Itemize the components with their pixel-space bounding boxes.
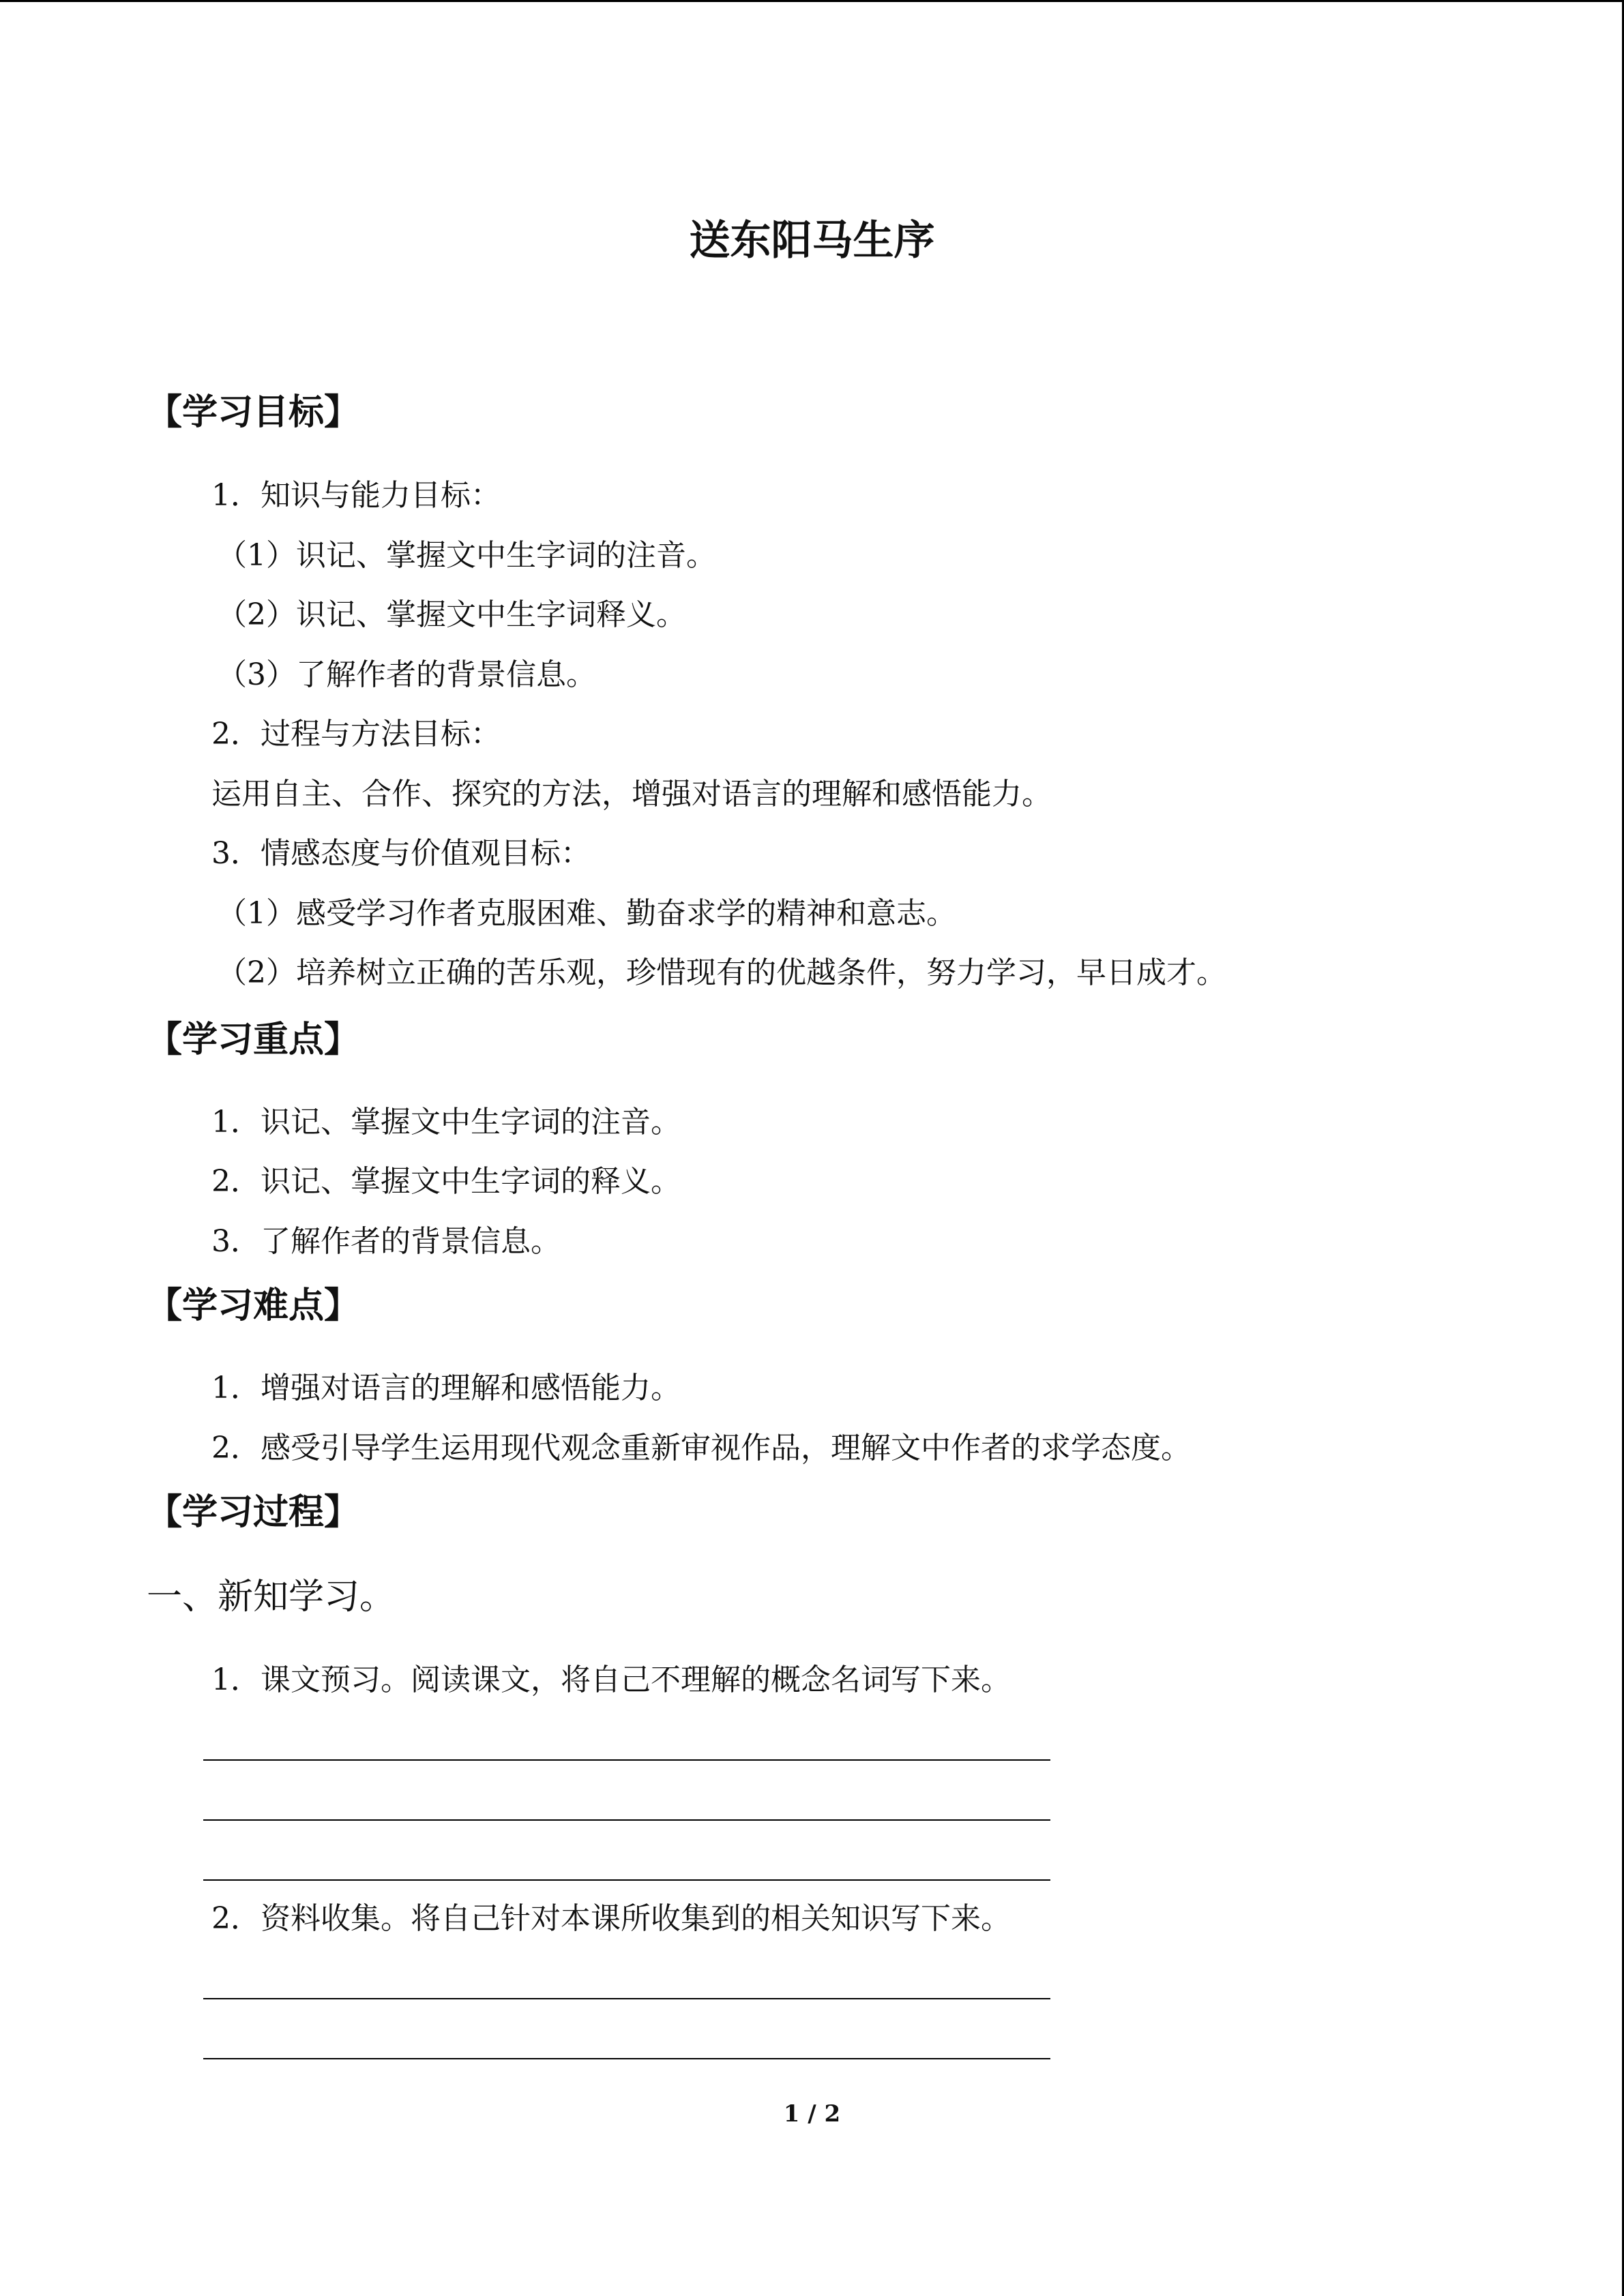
- heading-learning-process: 【学习过程】: [147, 1492, 360, 1533]
- goal-line-3: （2）识记、掌握文中生字词释义。: [217, 597, 686, 632]
- answer-line[interactable]: [203, 1879, 1050, 1881]
- question-2: 2．资料收集。将自己针对本课所收集到的相关知识写下来。: [211, 1901, 1011, 1936]
- heading-difficulties: 【学习难点】: [147, 1285, 360, 1326]
- goal-line-9: （2）培养树立正确的苦乐观，珍惜现有的优越条件，努力学习，早日成才。: [217, 955, 1226, 990]
- goal-line-2: （1）识记、掌握文中生字词的注音。: [217, 538, 716, 573]
- goal-line-7: 3．情感态度与价值观目标：: [211, 836, 591, 871]
- answer-line[interactable]: [203, 1759, 1050, 1761]
- page-number: 1 / 2: [783, 2100, 841, 2128]
- answer-line[interactable]: [203, 1819, 1050, 1821]
- answer-line[interactable]: [203, 1998, 1050, 1999]
- question-1: 1．课文预习。阅读课文，将自己不理解的概念名词写下来。: [211, 1663, 1011, 1697]
- goal-line-4: （3）了解作者的背景信息。: [217, 657, 596, 692]
- goal-line-1: 1．知识与能力目标：: [211, 478, 501, 513]
- difficulty-line-2: 2．感受引导学生运用现代观念重新审视作品，理解文中作者的求学态度。: [211, 1431, 1191, 1465]
- goal-line-6: 运用自主、合作、探究的方法，增强对语言的理解和感悟能力。: [211, 777, 1052, 811]
- answer-line[interactable]: [203, 2058, 1050, 2059]
- goal-line-5: 2．过程与方法目标：: [211, 717, 501, 751]
- document-title: 送东阳马生序: [689, 217, 935, 265]
- key-point-line-1: 1．识记、掌握文中生字词的注音。: [211, 1105, 681, 1139]
- page-border-top: [0, 0, 1624, 2]
- difficulty-line-1: 1．增强对语言的理解和感悟能力。: [211, 1371, 681, 1405]
- key-point-line-3: 3．了解作者的背景信息。: [211, 1224, 561, 1259]
- key-point-line-2: 2．识记、掌握文中生字词的释义。: [211, 1164, 681, 1199]
- heading-key-points: 【学习重点】: [147, 1019, 360, 1060]
- goal-line-8: （1）感受学习作者克服困难、勤奋求学的精神和意志。: [217, 896, 956, 931]
- heading-learning-goals: 【学习目标】: [147, 392, 360, 433]
- process-part-1: 一、新知学习。: [147, 1577, 396, 1617]
